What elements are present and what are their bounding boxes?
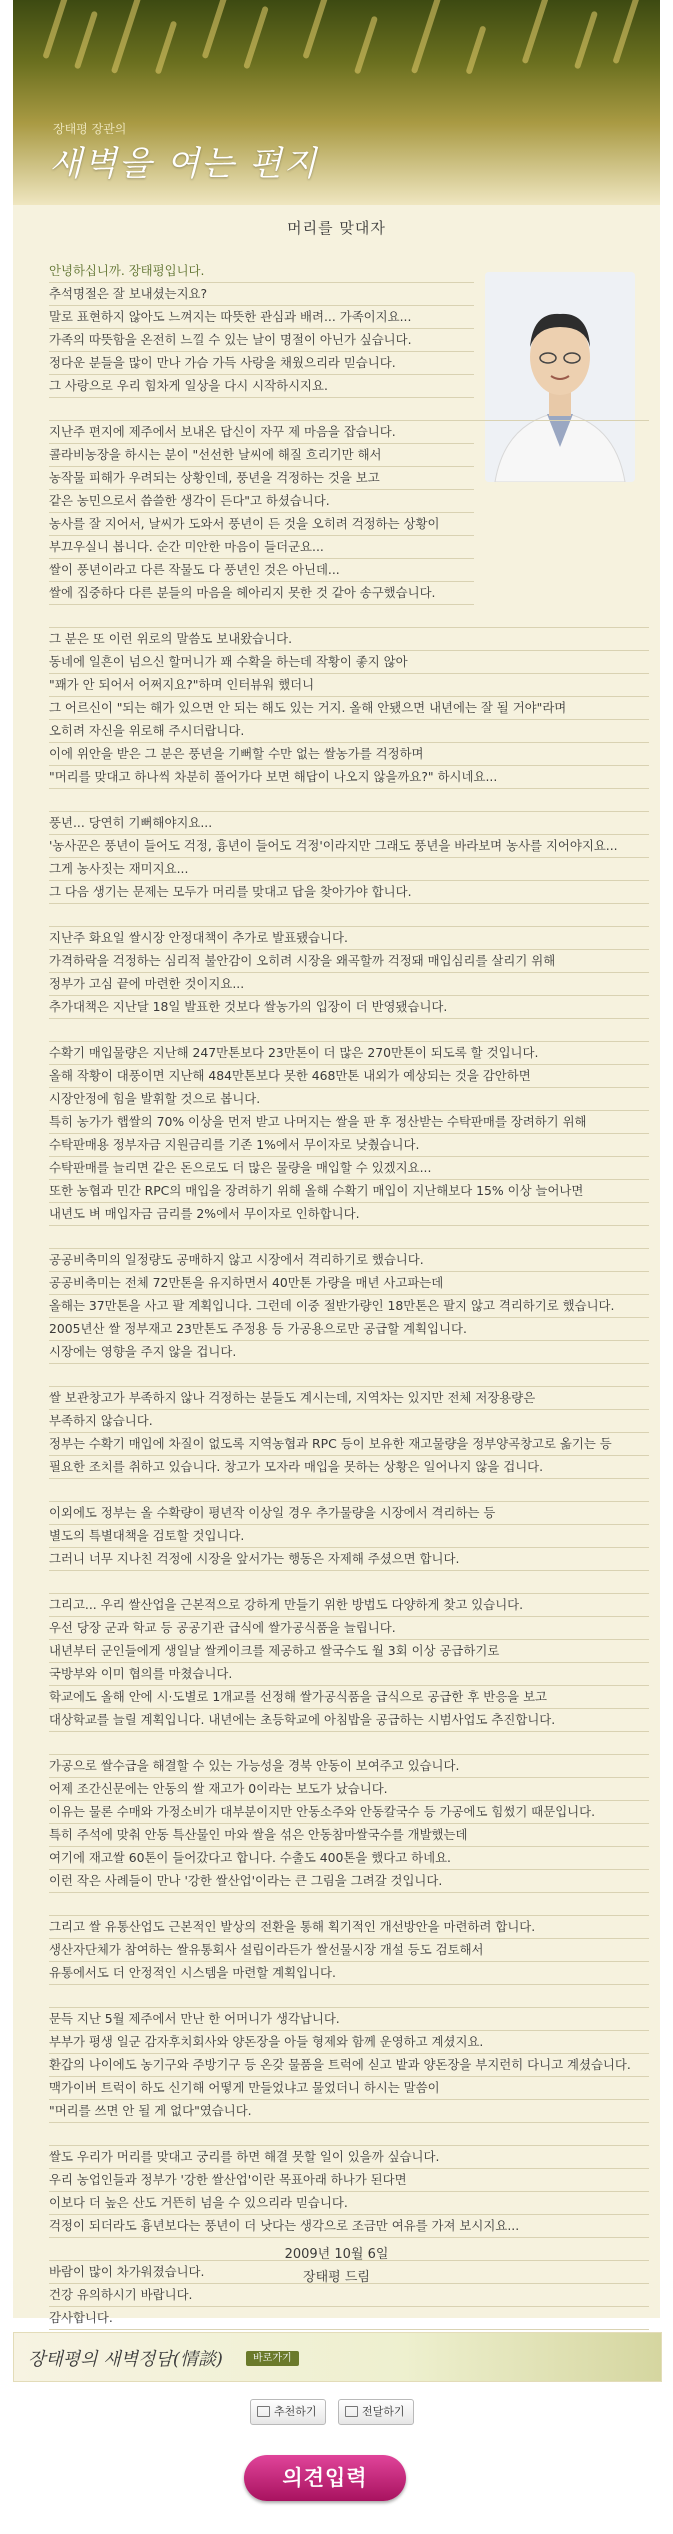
letter-line: 부끄우실니 봅니다. 순간 미안한 마음이 들더군요... — [49, 536, 474, 559]
forward-button[interactable] — [338, 2399, 414, 2425]
letter-line: 가족의 따뜻함을 온전히 느낄 수 있는 날이 명절이 아닌가 싶습니다. — [49, 329, 474, 352]
paragraph-gap — [49, 1893, 649, 1916]
letter-line: 정부는 수확기 매입에 차질이 없도록 지역농협과 RPC 등이 보유한 재고물량을 정부양곡창고로 옮기는 등 — [49, 1433, 649, 1456]
letter-line: 또한 농협과 민간 RPC의 매입을 장려하기 위해 올해 수확기 매입이 지난해보다 15% 이상 늘어나면 — [49, 1180, 649, 1203]
letter-line: 그 분은 또 이런 위로의 말씀도 보내왔습니다. — [49, 628, 649, 651]
letter-line: 풍년... 당연히 기뻐해야지요... — [49, 812, 649, 835]
letter-title: 머리를 맞대자 — [287, 219, 386, 237]
forward-label: 전달하기 — [362, 2405, 405, 2418]
paragraph-gap — [49, 398, 649, 421]
letter-line: 걱정이 되더라도 흉년보다는 풍년이 더 낫다는 생각으로 조금만 여유를 가져 보시지요... — [49, 2215, 649, 2238]
letter-line: 동네에 일흔이 넘으신 할머니가 꽤 수확을 하는데 작황이 좋지 않아 — [49, 651, 649, 674]
letter-line: 2005년산 쌀 정부재고 23만톤도 주정용 등 가공용으로만 공급할 계획입니다. — [49, 1318, 649, 1341]
letter-line: '농사꾼은 풍년이 들어도 걱정, 흉년이 들어도 걱정'이라지만 그래도 풍년을 바라보며 농사를 지어야지요... — [49, 835, 649, 858]
letter-line: 특히 주석에 맞춰 안동 특산물인 마와 쌀을 섞은 안동참마쌀국수를 개발했는데 — [49, 1824, 649, 1847]
letter-line: "머리를 쓰면 안 될 게 없다"였습니다. — [49, 2100, 649, 2123]
paragraph-gap — [49, 1226, 649, 1249]
letter-line: 지난주 편지에 제주에서 보내온 답신이 자꾸 제 마음을 잡습니다. — [49, 421, 474, 444]
letter-line: 가격하락을 걱정하는 심리적 불안감이 오히려 시장을 왜곡할까 걱정돼 매입심리를 살리기 위해 — [49, 950, 649, 973]
letter-line: 국방부와 이미 협의를 마쳤습니다. — [49, 1663, 649, 1686]
letter-line: 우선 당장 군과 학교 등 공공기관 급식에 쌀가공식품을 늘립니다. — [49, 1617, 649, 1640]
letter-line: 그러니 너무 지나친 걱정에 시장을 앞서가는 행동은 자제해 주셨으면 합니다. — [49, 1548, 649, 1571]
letter-line: 말로 표현하지 않아도 느껴지는 따뜻한 관심과 배려... 가족이지요... — [49, 306, 474, 329]
paragraph-gap — [49, 2123, 649, 2146]
letter-line: 필요한 조치를 취하고 있습니다. 창고가 모자라 매입을 못하는 상황은 일어나지 않을 겁니다. — [49, 1456, 649, 1479]
opinion-input-button[interactable]: 의견입력 — [244, 2455, 406, 2501]
letter-line: 생산자단체가 참여하는 쌀유통회사 설립이라든가 쌀선물시장 개설 등도 검토해서 — [49, 1939, 649, 1962]
letter-line: 이보다 더 높은 산도 거뜬히 넘을 수 있으리라 믿습니다. — [49, 2192, 649, 2215]
paragraph-gap — [49, 1364, 649, 1387]
letter-line: 이유는 물론 수매와 가정소비가 대부분이지만 안동소주와 안동칼국수 등 가공에도 힘썼기 때문입니다. — [49, 1801, 649, 1824]
letter-line: 수확기 매입물량은 지난해 247만톤보다 23만톤이 더 많은 270만톤이 되도록 할 것입니다. — [49, 1042, 649, 1065]
letter-line: 그 다음 생기는 문제는 모두가 머리를 맞대고 답을 찾아가야 합니다. — [49, 881, 649, 904]
letter-line: 올해 작황이 대풍이면 지난해 484만톤보다 못한 468만톤 내외가 예상되는 것을 감안하면 — [49, 1065, 649, 1088]
letter-line: 그리고... 우리 쌀산업을 근본적으로 강하게 만들기 위한 방법도 다양하게 찾고 있습니다. — [49, 1594, 649, 1617]
letter-line: "꽤가 안 되어서 어쩌지요?"하며 인터뷰워 했더니 — [49, 674, 649, 697]
letter-line: 정다운 분들을 많이 만나 가슴 가득 사랑을 채웠으리라 믿습니다. — [49, 352, 474, 375]
letter-line: 지난주 화요일 쌀시장 안정대책이 추가로 발표됐습니다. — [49, 927, 649, 950]
letter-line: 유통에서도 더 안정적인 시스템을 마련할 계획입니다. — [49, 1962, 649, 1985]
recommend-button[interactable] — [250, 2399, 326, 2425]
mail-icon — [345, 2406, 358, 2417]
letter-line: 그 사랑으로 우리 힘차게 일상을 다시 시작하시지요. — [49, 375, 474, 398]
letter-line: 대상학교를 늘릴 계획입니다. 내년에는 초등학교에 아침밥을 공급하는 시범사업도 추진합니다. — [49, 1709, 649, 1732]
letter-line: 농작물 피해가 우려되는 상황인데, 풍년을 걱정하는 것을 보고 — [49, 467, 474, 490]
letter-signature: 장태평 드림 — [303, 2270, 370, 2285]
letter-line: "머리를 맞대고 하나씩 차분히 풀어가다 보면 해답이 나오지 않을까요?" 하시네요... — [49, 766, 649, 789]
letter-line: 이외에도 정부는 올 수확량이 평년작 이상일 경우 추가물량을 시장에서 격리하는 등 — [49, 1502, 649, 1525]
series-banner — [13, 2332, 662, 2382]
paragraph-gap — [49, 1479, 649, 1502]
letter-line: 환갑의 나이에도 농기구와 주방기구 등 온갖 물품을 트럭에 싣고 밭과 양돈장을 부지런히 다니고 계셨습니다. — [49, 2054, 649, 2077]
letter-line: 감사합니다. — [49, 2307, 649, 2330]
paragraph-gap — [49, 789, 649, 812]
letter-line: 쌀도 우리가 머리를 맞대고 궁리를 하면 해결 못할 일이 있을까 싶습니다. — [49, 2146, 649, 2169]
banner-go-button[interactable]: 바로가기 — [246, 2351, 299, 2366]
paragraph-gap — [49, 1985, 649, 2008]
letter-line: 우리 농업인들과 정부가 '강한 쌀산업'이란 목표아래 하나가 된다면 — [49, 2169, 649, 2192]
letter-line: 시장에는 영향을 주지 않을 겁니다. — [49, 1341, 649, 1364]
letter-line: 문득 지난 5월 제주에서 만난 한 어머니가 생각납니다. — [49, 2008, 649, 2031]
paragraph-gap — [49, 1019, 649, 1042]
letter-line: 오히려 자신을 위로해 주시더랍니다. — [49, 720, 649, 743]
letter-line: 이런 작은 사례들이 만나 '강한 쌀산업'이라는 큰 그림을 그려갈 것입니다. — [49, 1870, 649, 1893]
letter-line: 그 어르신이 "되는 해가 있으면 안 되는 해도 있는 거지. 올해 안됐으면 내년에는 잘 될 거야"라며 — [49, 697, 649, 720]
letter-body — [49, 260, 649, 2330]
letter-line: 별도의 특별대책을 검토할 것입니다. — [49, 1525, 649, 1548]
letter-line: 학교에도 올해 안에 시·도별로 1개교를 선정해 쌀가공식품을 급식으로 공급한 후 반응을 보고 — [49, 1686, 649, 1709]
letter-line: 시장안정에 힘을 발휘할 것으로 봅니다. — [49, 1088, 649, 1111]
letter-line: 추가대책은 지난달 18일 발표한 것보다 쌀농가의 입장이 더 반영됐습니다. — [49, 996, 649, 1019]
letter-line: 콜라비농장을 하시는 분이 "선선한 날씨에 해질 흐리기만 해서 — [49, 444, 474, 467]
letter-header — [13, 0, 660, 205]
header-title: 새벽을 여는 편지 — [49, 144, 319, 184]
letter-frame — [13, 0, 660, 2325]
letter-line: 그게 농사짓는 재미지요... — [49, 858, 649, 881]
letter-date: 2009년 10월 6일 — [284, 2247, 389, 2262]
letter-line: 수탁판매를 늘리면 같은 돈으로도 더 많은 물량을 매입할 수 있겠지요... — [49, 1157, 649, 1180]
letter-line: 정부가 고심 끝에 마련한 것이지요... — [49, 973, 649, 996]
letter-line: 그리고 쌀 유통산업도 근본적인 발상의 전환을 통해 획기적인 개선방안을 마련하려 합니다. — [49, 1916, 649, 1939]
paragraph-gap — [49, 1571, 649, 1594]
letter-line: 어제 조간신문에는 안동의 쌀 재고가 0이라는 보도가 났습니다. — [49, 1778, 649, 1801]
letter-line: 특히 농가가 햅쌀의 70% 이상을 먼저 받고 나머지는 쌀을 판 후 정산받는 수탁판매를 장려하기 위해 — [49, 1111, 649, 1134]
banner-title: 장태평의 새벽정담(情談) — [28, 2349, 223, 2370]
paragraph-gap — [49, 605, 649, 628]
letter-line: 공공비축미의 일정량도 공매하지 않고 시장에서 격리하기로 했습니다. — [49, 1249, 649, 1272]
letter-line: 부부가 평생 일군 감자후치회사와 양돈장을 아들 형제와 함께 운영하고 계셨지요. — [49, 2031, 649, 2054]
letter-line: 공공비축미는 전체 72만톤을 유지하면서 40만톤 가량을 매년 사고파는데 — [49, 1272, 649, 1295]
letter-line: 바람이 많이 차가워졌습니다. — [49, 2261, 649, 2284]
letter-line: 내년부터 군인들에게 생일날 쌀케이크를 제공하고 쌀국수도 월 3회 이상 공급하기로 — [49, 1640, 649, 1663]
recommend-label: 추천하기 — [274, 2405, 317, 2418]
header-subtitle: 장태평 장관의 — [53, 122, 127, 136]
letter-line: 안녕하십니까. 장태평입니다. — [49, 260, 474, 283]
paragraph-gap — [49, 1732, 649, 1755]
letter-line: 부족하지 않습니다. — [49, 1410, 649, 1433]
letter-line: 건강 유의하시기 바랍니다. — [49, 2284, 649, 2307]
letter-line: 맥가이버 트럭이 하도 신기해 어떻게 만들었냐고 물었더니 하시는 말씀이 — [49, 2077, 649, 2100]
letter-line: 농사를 잘 지어서, 날씨가 도와서 풍년이 든 것을 오히려 걱정하는 상황이 — [49, 513, 474, 536]
thumb-icon — [257, 2406, 270, 2417]
letter-line: 추석명절은 잘 보내셨는지요? — [49, 283, 474, 306]
letter-line: 올해는 37만톤을 사고 팔 계획입니다. 그런데 이중 절반가량인 18만톤은 팔지 않고 격리하기로 했습니다. — [49, 1295, 649, 1318]
letter-line: 수탁판매용 정부자금 지원금리를 기존 1%에서 무이자로 낮췄습니다. — [49, 1134, 649, 1157]
letter-line: 이에 위안을 받은 그 분은 풍년을 기뻐할 수만 없는 쌀농가를 걱정하며 — [49, 743, 649, 766]
letter-line: 쌀에 집중하다 다른 분들의 마음을 헤아리지 못한 것 같아 송구했습니다. — [49, 582, 474, 605]
letter-line: 내년도 벼 매입자금 금리를 2%에서 무이자로 인하합니다. — [49, 1203, 649, 1226]
letter-line: 쌀이 풍년이라고 다른 작물도 다 풍년인 것은 아닌데... — [49, 559, 474, 582]
letter-line: 가공으로 쌀수급을 해결할 수 있는 가능성을 경북 안동이 보여주고 있습니다. — [49, 1755, 649, 1778]
letter-line: 여기에 재고쌀 60톤이 들어갔다고 합니다. 수출도 400톤을 했다고 하네요. — [49, 1847, 649, 1870]
paragraph-gap — [49, 904, 649, 927]
letter-line: 쌀 보관창고가 부족하지 않나 걱정하는 분들도 계시는데, 지역차는 있지만 전체 저장용량은 — [49, 1387, 649, 1410]
letter-line: 같은 농민으로서 씁쓸한 생각이 든다"고 하셨습니다. — [49, 490, 474, 513]
